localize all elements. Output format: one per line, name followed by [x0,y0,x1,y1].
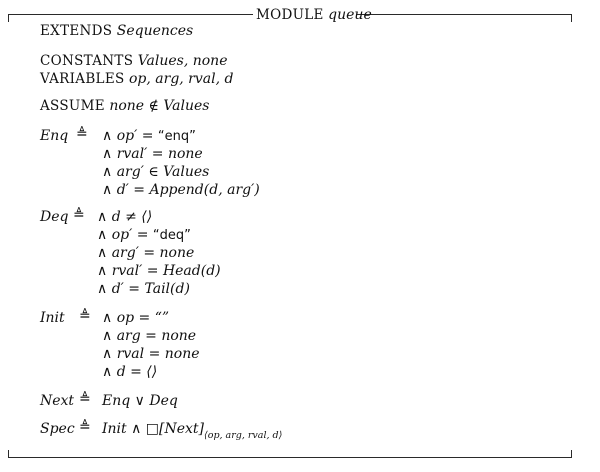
spec-body [102,420,282,440]
init-conjunct-2 [102,327,196,345]
module-frame-top-left [8,14,253,15]
init-c2: arg = none [116,328,197,344]
conj-symbol: ∧ [97,227,108,243]
init-c4: d = ⟨⟩ [116,364,158,380]
module-frame-right-tick [571,14,572,22]
conj-symbol: ∧ [97,281,108,297]
enq-c2: rval′ = none [116,146,203,162]
conj-symbol: ∧ [102,346,113,362]
variables-line [40,70,233,88]
enq-conjunct-1 [102,127,196,146]
conj-symbol: ∧ [97,209,108,225]
init-def-name: Init [40,310,65,326]
spec-subscript: ⟨op, arg, rval, d⟩ [204,430,283,441]
next-body-expr: Enq ∨ Deq [102,393,178,409]
assume-expr: none ∉ Values [109,98,210,114]
deq-conjunct-1 [97,208,152,226]
init-c3: rval = none [116,346,200,362]
constants-list: Values, none [137,53,228,69]
conj-symbol: ∧ [102,128,113,144]
module-frame-bottom-left-tick [8,450,9,458]
conj-symbol: ∧ [102,182,113,198]
variables-list: op, arg, rval, d [128,71,234,87]
init-conjunct-4 [102,363,157,381]
deq-c2-lhs: op′ = [111,227,153,243]
enq-conjunct-4 [102,181,260,199]
enq-c3-rhs: Values [158,164,210,180]
init-conjunct-1 [102,309,169,327]
enq-c4: d′ = Append(d, arg′) [116,182,260,198]
init-conjunct-3 [102,345,200,363]
extends-keyword: EXTENDS [40,23,113,39]
spec-def-symbol: ≜ [79,419,91,435]
conj-symbol: ∧ [97,263,108,279]
assume-line [40,97,209,115]
module-frame-top-right [356,14,572,15]
deq-c2-string: “deq” [152,228,191,243]
conj-symbol: ∧ [102,364,113,380]
conj-symbol: ∧ [102,146,113,162]
next-def-symbol: ≜ [79,391,91,407]
module-frame-bottom [8,457,572,458]
spec-body-expr: Init ∧ □[Next] [102,421,205,437]
deq-c5: d′ = Tail(d) [111,281,190,297]
next-body [102,392,178,410]
extends-modules: Sequences [116,23,194,39]
assume-keyword: ASSUME [40,98,105,114]
enq-conjunct-3 [102,163,209,181]
deq-c3: arg′ = none [111,245,195,261]
init-def-symbol: ≜ [79,308,91,324]
conj-symbol: ∧ [102,328,113,344]
deq-c4: rval′ = Head(d) [111,263,221,279]
deq-c1: d ≠ ⟨⟩ [111,209,153,225]
module-frame-left-tick [8,14,9,22]
init-c1: op = “” [116,310,170,326]
enq-c1-lhs: op′ = [116,128,158,144]
deq-def-name: Deq [40,209,69,225]
extends-line [40,22,193,40]
enq-c3-lhs: arg′ [116,164,149,180]
module-frame-bottom-right-tick [571,450,572,458]
constants-keyword: CONSTANTS [40,53,134,69]
next-def-name: Next [40,393,75,409]
module-name: queue [328,7,372,23]
deq-conjunct-5 [97,280,190,298]
deq-conjunct-2 [97,226,191,245]
variables-keyword: VARIABLES [40,71,125,87]
deq-conjunct-3 [97,244,194,262]
enq-c3-op: ∈ [148,164,159,180]
enq-def-name: Enq [40,128,69,144]
conj-symbol: ∧ [102,310,113,326]
enq-conjunct-2 [102,145,203,163]
constants-line [40,52,228,70]
enq-c1-string: “enq” [157,129,196,144]
module-keyword: MODULE [256,7,324,23]
enq-def-symbol: ≜ [76,126,88,142]
conj-symbol: ∧ [97,245,108,261]
deq-def-symbol: ≜ [73,207,85,223]
spec-def-name: Spec [40,421,75,437]
deq-conjunct-4 [97,262,221,280]
module-header [256,6,372,24]
conj-symbol: ∧ [102,164,113,180]
